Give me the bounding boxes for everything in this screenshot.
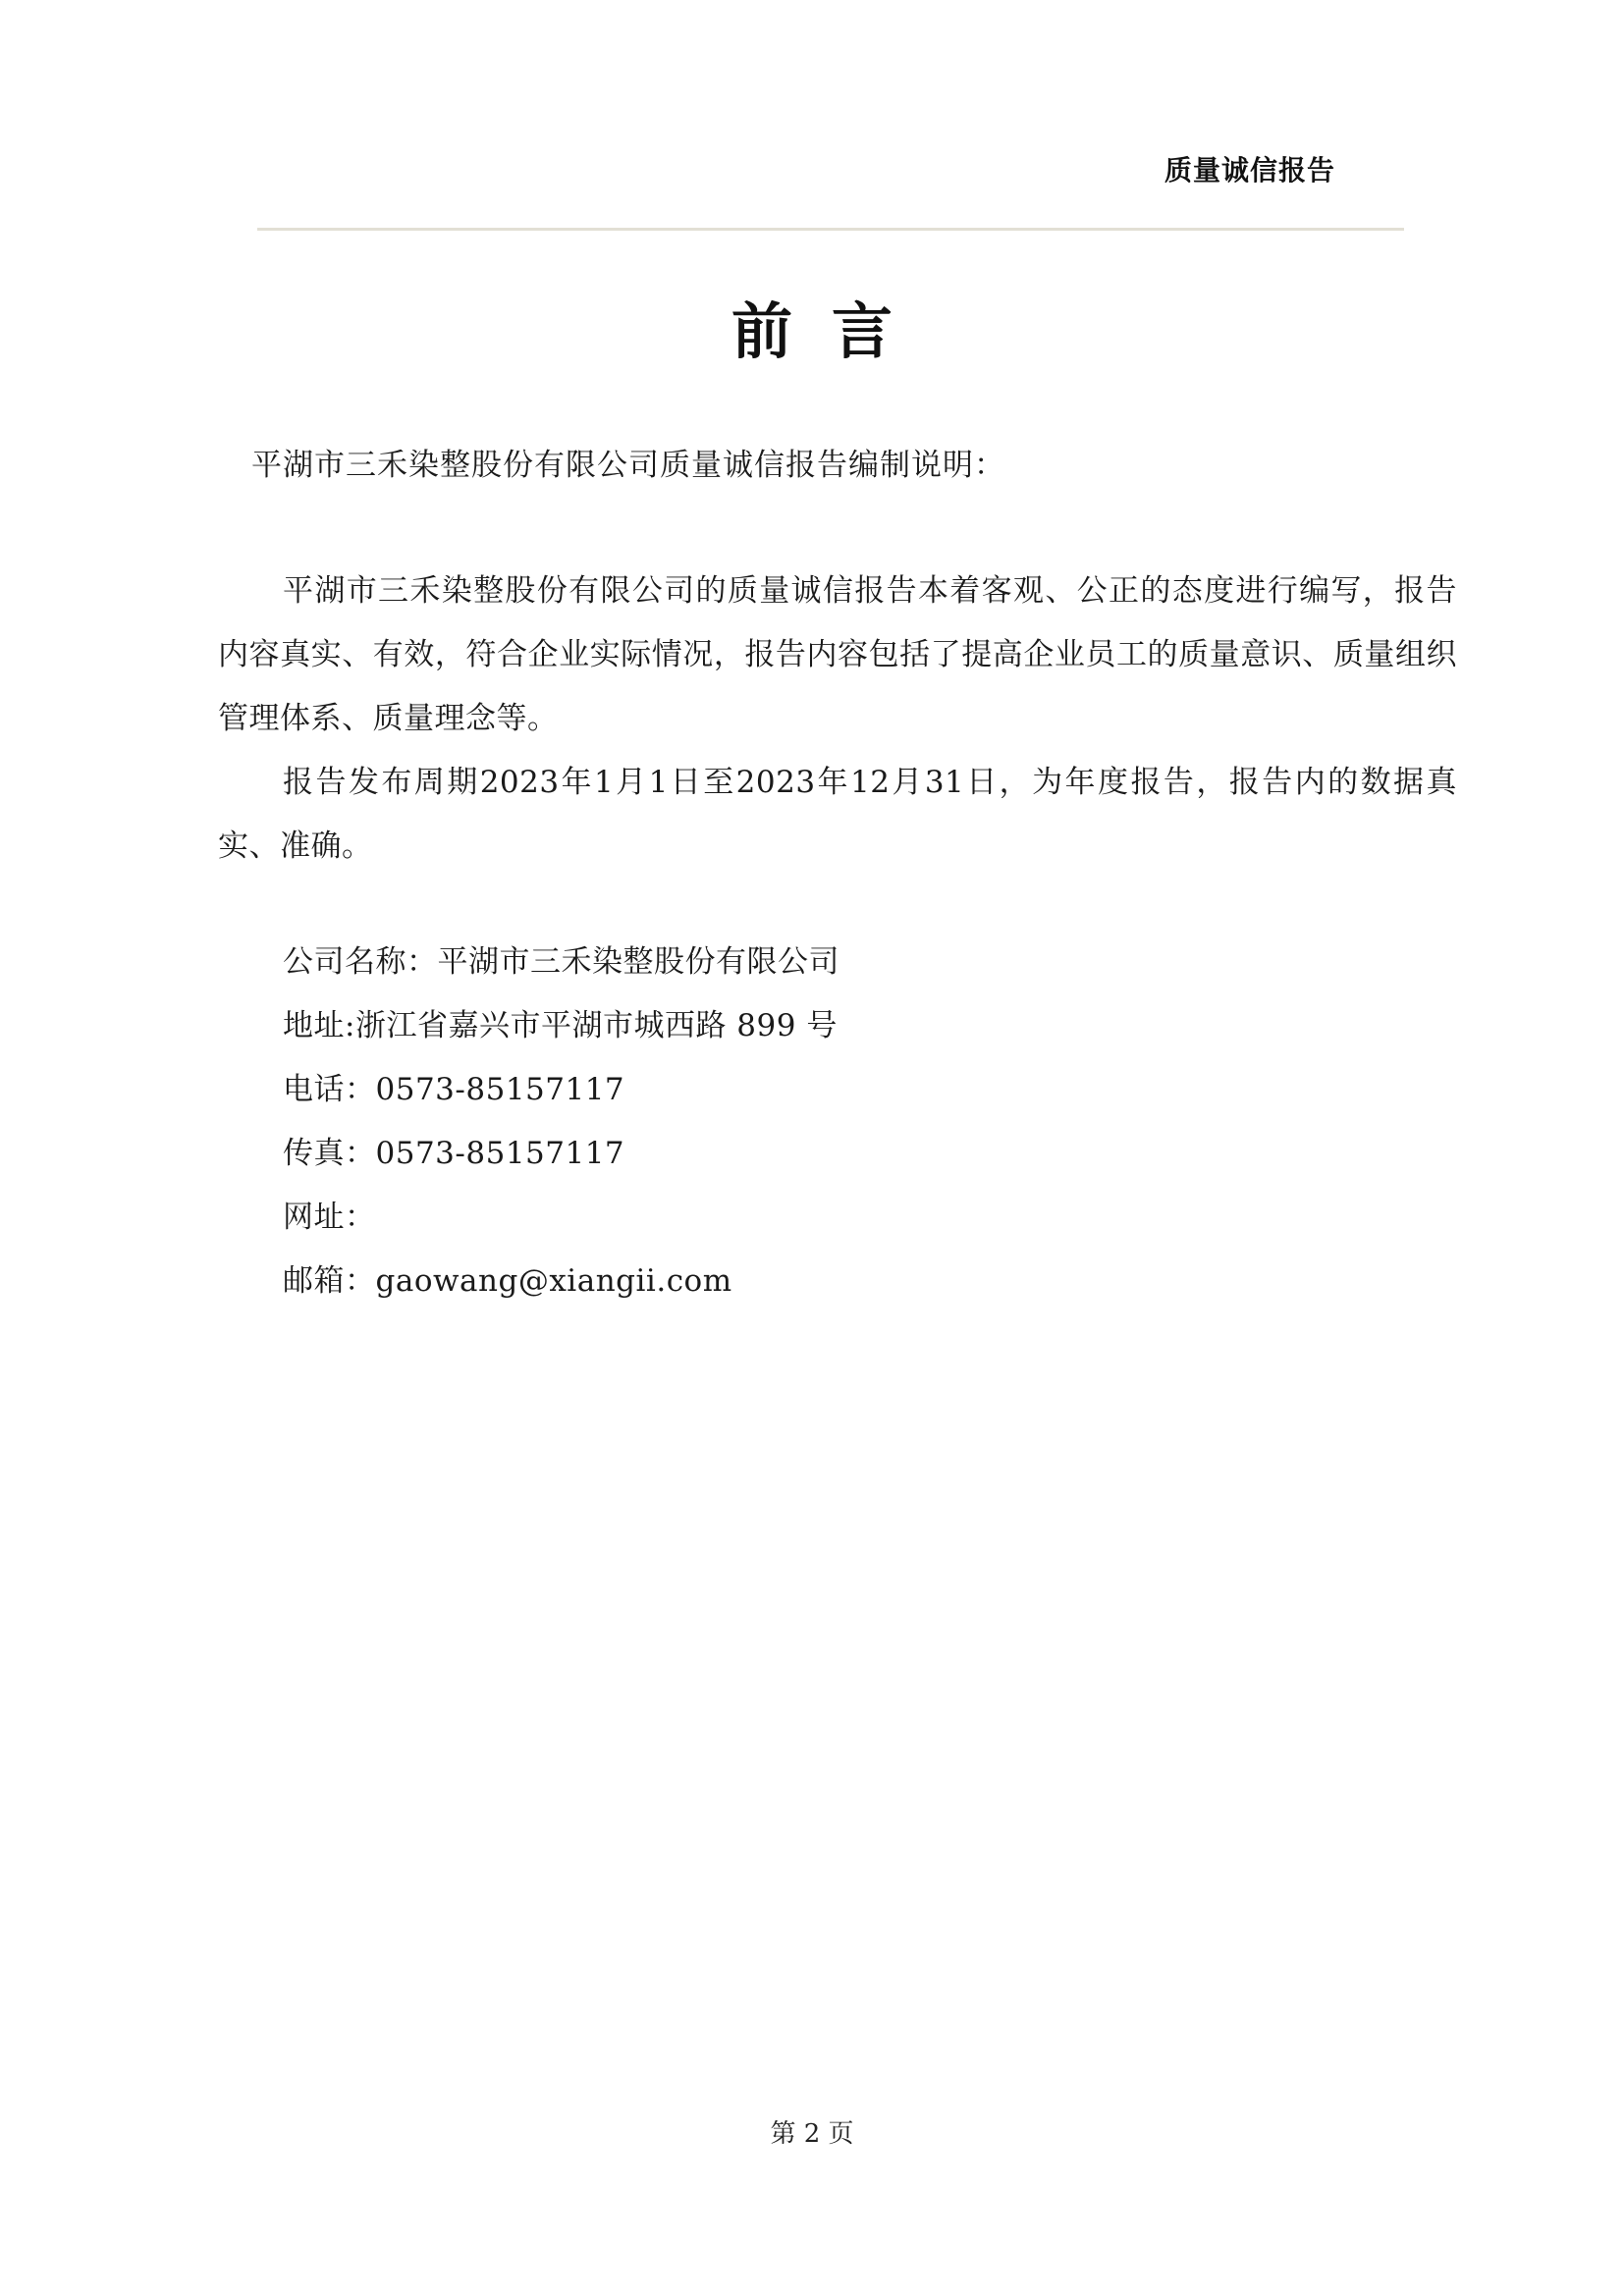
contact-fax: 传真：0573-85157117 <box>283 1136 625 1171</box>
body-paragraph-2: 报告发布周期2023年1月1日至2023年12月31日，为年度报告，报告内的数据真实、准确。 <box>218 765 1457 864</box>
page-number: 第 2 页 <box>770 2119 854 2149</box>
intro-line: 平湖市三禾染整股份有限公司质量诚信报告编制说明： <box>251 448 1005 483</box>
body-paragraph-1: 平湖市三禾染整股份有限公司的质量诚信报告本着客观、公正的态度进行编写，报告内容真实、有效，符合企业实际情况，报告内容包括了提高企业员工的质量意识、质量组织管理体系、质量理念等。 <box>218 573 1457 736</box>
body-text <box>218 560 1457 879</box>
page-title: 前言 <box>731 295 932 367</box>
contact-website: 网址： <box>283 1200 376 1235</box>
header-divider <box>257 228 1404 231</box>
contact-info <box>283 931 839 1313</box>
contact-phone: 电话：0573-85157117 <box>283 1072 625 1107</box>
contact-company: 公司名称：平湖市三禾染整股份有限公司 <box>283 944 839 980</box>
contact-address: 地址:浙江省嘉兴市平湖市城西路 899 号 <box>283 1008 838 1043</box>
running-header-title: 质量诚信报告 <box>1164 154 1335 187</box>
contact-email: 邮箱：gaowang@xiangii.com <box>283 1263 732 1299</box>
